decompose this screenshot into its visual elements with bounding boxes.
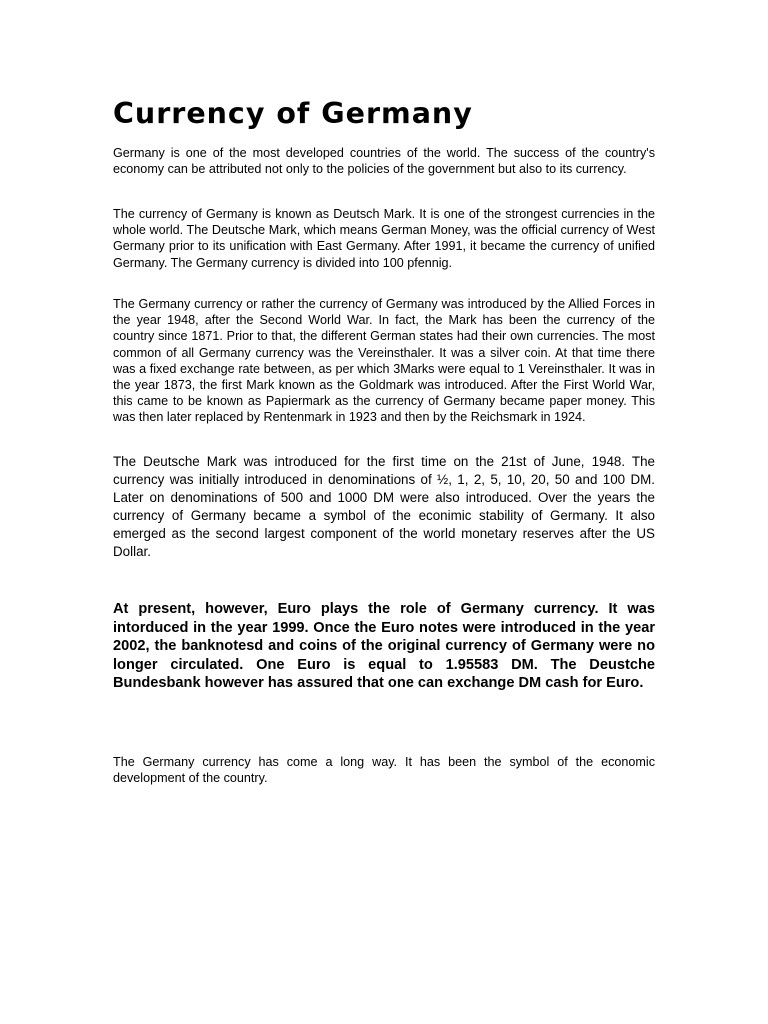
paragraph-euro: At present, however, Euro plays the role of Germany currency. It was intorduced in the year 1999. Once the Euro notes were introduced in the year 2002, the banknotesd and coins of the original currency of Germany were no longer circulated. One Euro is equal to 1.95583 DM. The Deustche Bundesbank however has assured that one can exchange DM cash for Euro.: [113, 601, 655, 692]
paragraph-deutsch-mark: The currency of Germany is known as Deutsch Mark. It is one of the strongest currencies in the whole world. The Deutsche Mark, which means German Money, was the official currency of West Germany prior to its unification with East Germany. After 1991, it became the currency of unified Germany. The Germany currency is divided into 100 pfennig.: [113, 207, 655, 270]
paragraph-history: The Germany currency or rather the currency of Germany was introduced by the Allied Forces in the year 1948, after the Second World War. In fact, the Mark has been the currency of the country since 1871. Prior to that, the different German states had their own currencies. The most common of all Germany currency was the Vereinsthaler. It was a silver coin. At that time there was a fixed exchange rate between, as per which 3Marks were equal to 1 Vereinsthaler. It was in the year 1873, the first Mark known as the Goldmark was introduced. After the First World War, this came to be known as Papiermark as the currency of Germany became paper money. This was then later replaced by Rentenmark in 1923 and then by the Reichsmark in 1924.: [113, 297, 655, 425]
paragraph-intro: Germany is one of the most developed countries of the world. The success of the country's economy can be attributed not only to the policies of the government but also to its currency.: [113, 146, 655, 177]
page-title: Currency of Germany: [113, 97, 473, 130]
paragraph-conclusion: The Germany currency has come a long way. It has been the symbol of the economic development of the country.: [113, 755, 655, 786]
paragraph-introduction-1948: The Deutsche Mark was introduced for the first time on the 21st of June, 1948. The currency was initially introduced in denominations of ½, 1, 2, 5, 10, 20, 50 and 100 DM. Later on denominations of 500 and 1000 DM were also introduced. Over the years the currency of Germany became a symbol of the econimic stability of Germany. It also emerged as the second largest component of the world monetary reserves after the US Dollar.: [113, 454, 655, 559]
